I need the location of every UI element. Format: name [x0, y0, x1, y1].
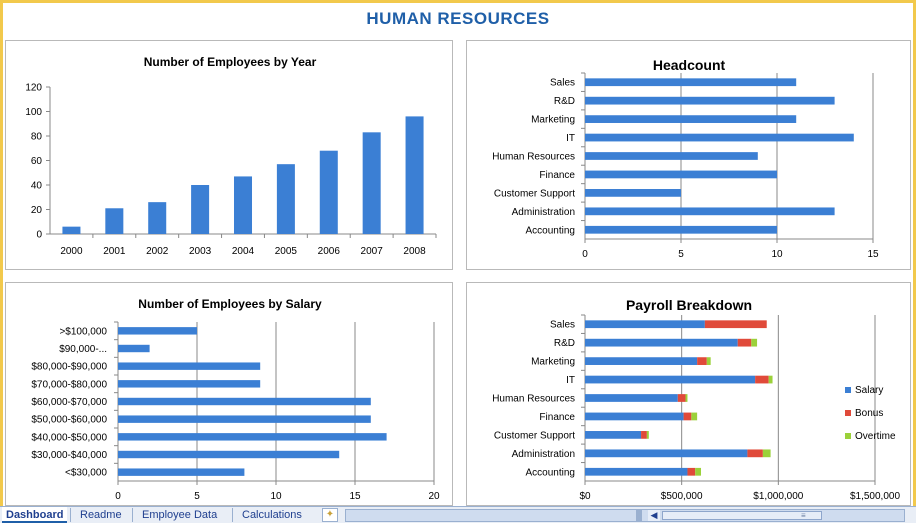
- x-tick-label: 2004: [231, 246, 255, 257]
- y-tick-label: Sales: [549, 77, 575, 89]
- y-tick-label: Administration: [511, 448, 575, 460]
- tab-separator: [232, 508, 233, 522]
- bar-segment-salary: [585, 339, 738, 347]
- bar-segment-overtime: [695, 468, 701, 476]
- tab-dashboard[interactable]: Dashboard: [2, 507, 67, 523]
- x-tick-label: 10: [270, 491, 282, 502]
- bar: [585, 226, 777, 234]
- x-tick-label: 2007: [360, 246, 383, 257]
- bar: [585, 171, 777, 179]
- bar: [585, 134, 854, 142]
- bar: [234, 176, 252, 234]
- x-tick-label: 2002: [146, 246, 169, 257]
- x-tick-label: 15: [349, 491, 361, 502]
- x-tick-label: 2000: [60, 246, 83, 257]
- y-tick-label: Human Resources: [492, 393, 575, 405]
- y-tick-label: Marketing: [531, 114, 575, 126]
- bar: [191, 185, 209, 234]
- scroll-grip-icon: ≡: [801, 511, 806, 520]
- x-tick-label: 2008: [403, 246, 426, 257]
- y-tick-label: Customer Support: [493, 430, 575, 442]
- chart-title: Number of Employees by Salary: [138, 297, 322, 311]
- bar-segment-bonus: [705, 320, 767, 328]
- bar-segment-salary: [585, 468, 687, 476]
- employees-by-year-svg: [6, 41, 454, 271]
- bar-segment-overtime: [647, 431, 649, 439]
- bar-segment-overtime: [707, 357, 711, 365]
- y-tick-label: $30,000-$40,000: [31, 450, 107, 461]
- y-tick-label: 40: [30, 180, 42, 192]
- page-title: HUMAN RESOURCES: [366, 9, 550, 28]
- x-tick-label: 0: [582, 249, 588, 260]
- y-tick-label: 0: [36, 229, 42, 241]
- x-tick-label: $0: [579, 491, 591, 502]
- bar-segment-overtime: [751, 339, 757, 347]
- tab-calculations[interactable]: Calculations: [242, 509, 302, 521]
- payroll-breakdown-svg: [467, 283, 912, 507]
- x-tick-label: 20: [428, 491, 440, 502]
- y-tick-label: 20: [30, 205, 42, 216]
- legend-label: Overtime: [855, 431, 896, 442]
- y-tick-label: Finance: [539, 169, 575, 181]
- insert-sheet-icon[interactable]: ✦: [322, 508, 338, 522]
- bar: [585, 115, 796, 123]
- x-tick-label: 15: [867, 249, 879, 260]
- bar-segment-salary: [585, 320, 705, 328]
- bar: [118, 362, 260, 369]
- bar-segment-bonus: [755, 376, 769, 384]
- legend-swatch-salary: [845, 387, 851, 393]
- bar: [277, 164, 295, 234]
- y-tick-label: Administration: [511, 206, 575, 218]
- bar-segment-overtime: [686, 394, 688, 402]
- y-tick-label: <$30,000: [65, 467, 107, 479]
- bar: [585, 189, 681, 197]
- bar: [118, 345, 150, 352]
- x-tick-label: 2005: [274, 246, 298, 257]
- bar: [585, 152, 758, 160]
- bar: [585, 97, 835, 105]
- sheet-tab-bar: [0, 506, 916, 523]
- bar: [118, 380, 260, 387]
- bar-segment-salary: [585, 394, 678, 402]
- tab-separator: [70, 508, 71, 522]
- bar: [118, 415, 371, 422]
- y-tick-label: $90,000-...: [59, 344, 107, 355]
- x-tick-label: $1,500,000: [849, 491, 901, 502]
- tab-separator: [132, 508, 133, 522]
- bar: [118, 327, 197, 334]
- bar-segment-bonus: [641, 431, 647, 439]
- chart-title: Headcount: [652, 57, 726, 73]
- y-tick-label: 120: [25, 82, 42, 94]
- bar: [363, 132, 381, 234]
- bar-segment-overtime: [691, 413, 697, 421]
- y-tick-label: Marketing: [531, 356, 575, 368]
- bar-segment-salary: [585, 357, 697, 365]
- chart-title: Number of Employees by Year: [143, 55, 317, 69]
- legend-swatch-overtime: [845, 433, 851, 439]
- scroll-thumb[interactable]: [662, 511, 822, 520]
- bar-segment-bonus: [738, 339, 752, 347]
- headcount-svg: [467, 41, 912, 271]
- y-tick-label: Sales: [549, 319, 575, 331]
- bar-segment-salary: [585, 376, 755, 384]
- y-tick-label: R&D: [553, 338, 575, 350]
- y-tick-label: Human Resources: [492, 151, 575, 163]
- y-tick-label: $60,000-$70,000: [31, 397, 107, 408]
- dashboard-sheet: [3, 3, 913, 506]
- y-tick-label: IT: [566, 375, 575, 387]
- bar: [406, 116, 424, 234]
- horizontal-scrollbar[interactable]: [345, 509, 905, 522]
- bar-segment-bonus: [687, 468, 695, 476]
- bar: [118, 433, 387, 440]
- x-tick-label: 5: [194, 491, 200, 502]
- y-tick-label: 80: [30, 131, 42, 143]
- bar-segment-salary: [585, 413, 684, 421]
- x-tick-label: $1,000,000: [753, 491, 804, 502]
- bar: [148, 202, 166, 234]
- x-tick-label: 5: [678, 249, 684, 260]
- y-tick-label: 100: [25, 107, 42, 118]
- y-tick-label: >$100,000: [59, 326, 107, 338]
- bar-segment-bonus: [697, 357, 707, 365]
- y-tick-label: R&D: [553, 96, 575, 108]
- bar-segment-bonus: [684, 413, 692, 421]
- chart-employees-by-year[interactable]: [5, 40, 453, 270]
- bar: [320, 151, 338, 234]
- bar: [105, 208, 123, 234]
- y-tick-label: $80,000-$90,000: [31, 361, 107, 373]
- x-tick-label: 10: [771, 249, 783, 260]
- employees-by-salary-svg: [6, 283, 454, 507]
- chart-employees-by-salary[interactable]: [5, 282, 453, 506]
- chart-headcount[interactable]: [466, 40, 911, 270]
- scroll-left-icon[interactable]: ◀: [648, 510, 660, 521]
- x-tick-label: 2003: [188, 246, 212, 257]
- chart-payroll-breakdown[interactable]: [466, 282, 911, 506]
- y-tick-label: Accounting: [525, 467, 575, 479]
- bar-segment-overtime: [763, 449, 771, 457]
- scroll-split-handle[interactable]: [636, 510, 642, 521]
- legend-label: Bonus: [855, 408, 884, 419]
- y-tick-label: Customer Support: [493, 188, 575, 200]
- y-tick-label: Finance: [539, 411, 575, 423]
- y-tick-label: $70,000-$80,000: [31, 379, 107, 391]
- bar-segment-bonus: [678, 394, 686, 402]
- legend-swatch-bonus: [845, 410, 851, 416]
- bar-segment-overtime: [769, 376, 773, 384]
- bar-segment-salary: [585, 431, 641, 439]
- bar: [585, 78, 796, 86]
- x-tick-label: 2001: [103, 246, 126, 257]
- bar-segment-salary: [585, 449, 747, 457]
- bar: [118, 451, 339, 458]
- y-tick-label: IT: [566, 133, 575, 145]
- legend-label: Salary: [855, 385, 884, 396]
- bar: [585, 207, 835, 215]
- tab-readme[interactable]: Readme: [80, 509, 122, 521]
- bar: [62, 227, 80, 234]
- x-tick-label: $500,000: [660, 491, 703, 502]
- bar: [118, 468, 244, 475]
- bar-segment-bonus: [747, 449, 762, 457]
- x-tick-label: 0: [115, 491, 121, 502]
- y-tick-label: $50,000-$60,000: [31, 414, 107, 426]
- chart-title: Payroll Breakdown: [625, 297, 753, 313]
- y-tick-label: 60: [30, 156, 42, 167]
- tab-employee-data[interactable]: Employee Data: [142, 509, 218, 521]
- y-tick-label: $40,000-$50,000: [31, 432, 107, 444]
- bar: [118, 398, 371, 405]
- x-tick-label: 2006: [317, 246, 340, 257]
- y-tick-label: Accounting: [525, 225, 575, 237]
